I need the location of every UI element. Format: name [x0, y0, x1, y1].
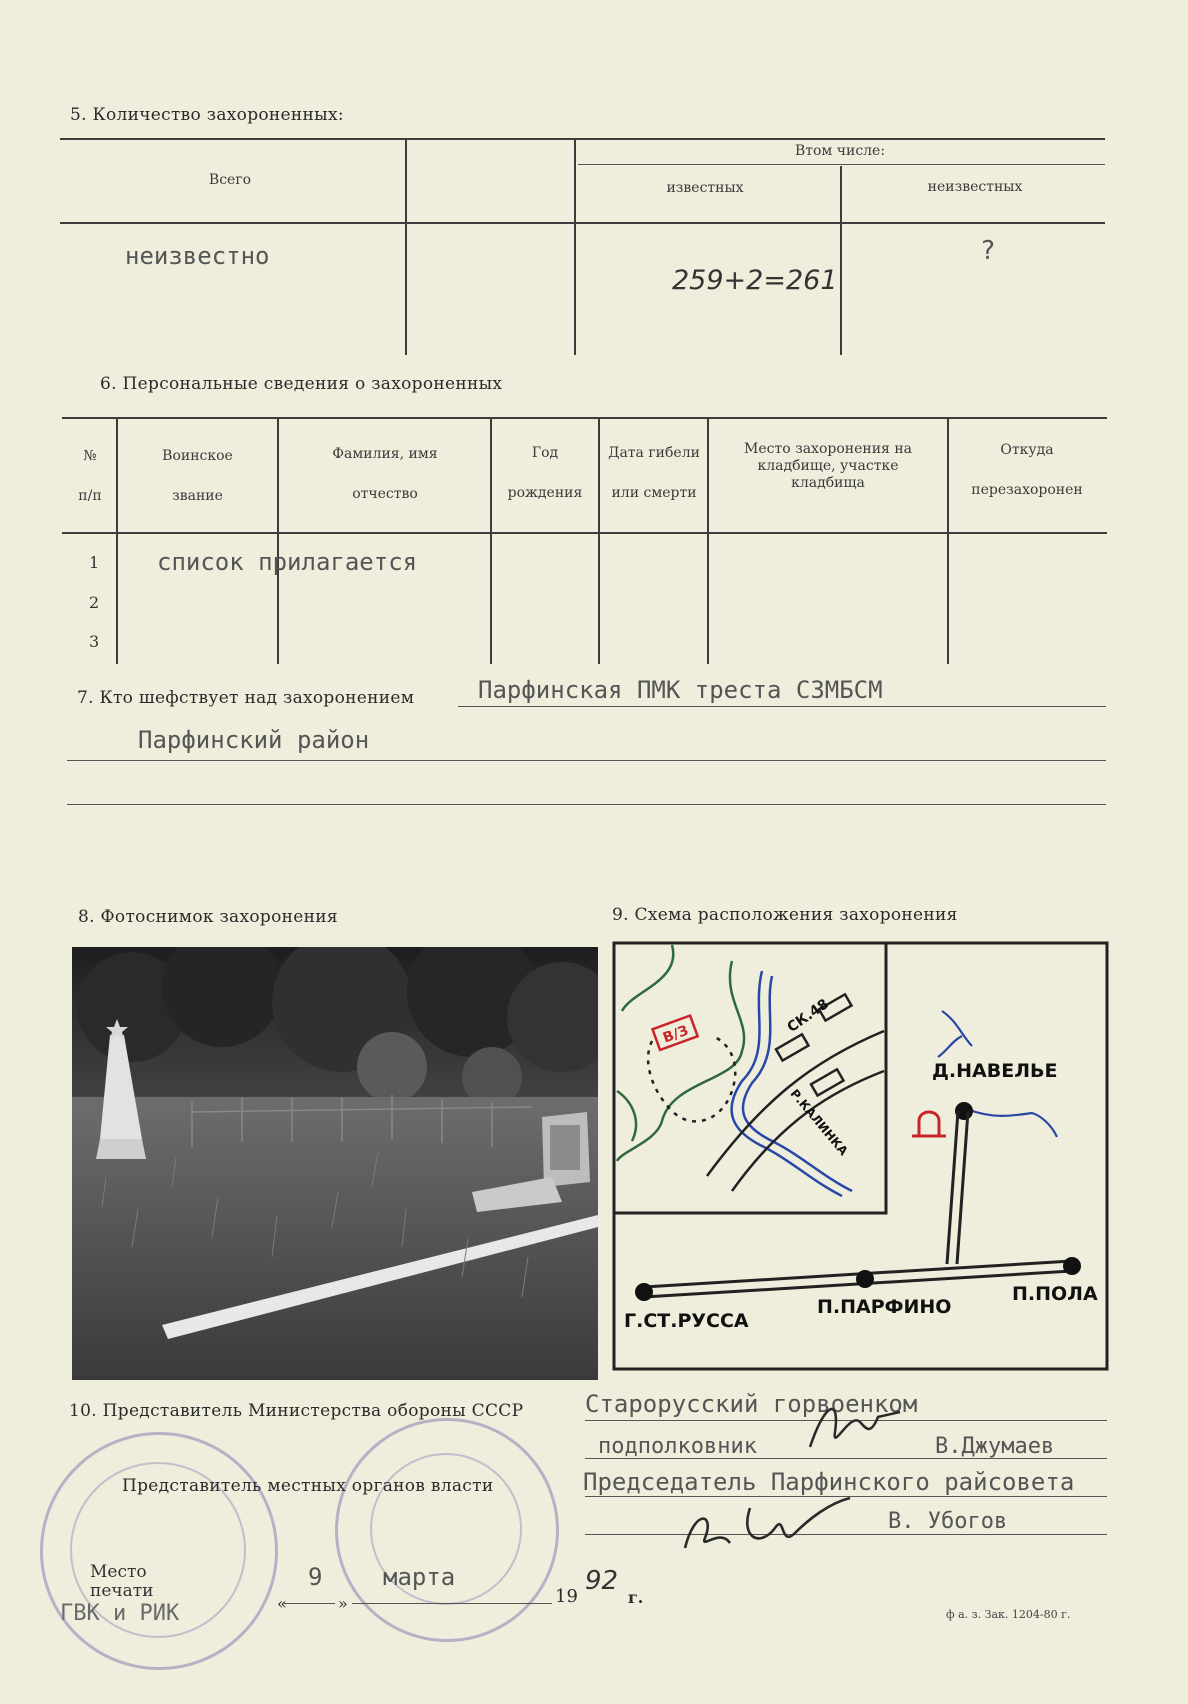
- date-open-quote: «: [277, 1594, 287, 1613]
- hdr-birth: Год рождения: [507, 445, 583, 501]
- mo-rank: подполковник: [598, 1434, 757, 1459]
- col-known-header: известных: [666, 180, 744, 196]
- mo-signature: [800, 1392, 910, 1462]
- stamp-place-org: ГВК и РИК: [60, 1601, 180, 1626]
- map-burial-tag: В/З: [660, 1022, 691, 1047]
- known-value: 259+2=261: [672, 265, 838, 296]
- map-city3-label: П.ПОЛА: [1012, 1283, 1098, 1305]
- col-unknown-header: неизвестных: [927, 179, 1023, 195]
- hdr-from: Откуда перезахоронен: [971, 442, 1083, 498]
- date-year: 92: [585, 1566, 619, 1596]
- map-city1-label: Г.СТ.РУССА: [624, 1310, 749, 1332]
- row-number: 2: [89, 593, 100, 612]
- patron-underline-3: [67, 804, 1106, 805]
- hdr-num: № п/п: [78, 448, 102, 504]
- map-city2-label: П.ПАРФИНО: [817, 1296, 952, 1318]
- hdr-name: Фамилия, имя отчество: [332, 446, 438, 502]
- section-5-title: 5. Количество захороненных:: [70, 105, 344, 125]
- col-including-header: Втом числе:: [794, 143, 886, 159]
- table5-divider: [574, 140, 576, 355]
- hdr-rank: Воинское звание: [162, 448, 233, 504]
- table5-top-border: [60, 138, 1105, 140]
- table5-divider: [405, 140, 407, 355]
- hdr-place: Место захоронения на кладбище, участке кладбища: [743, 441, 913, 491]
- hdr-death: Дата гибели или смерти: [608, 445, 700, 501]
- map-village-label: Д.НАВЕЛЬЕ: [932, 1060, 1058, 1082]
- date-month-underline: [352, 1603, 552, 1604]
- section-9-title: 9. Схема расположения захоронения: [612, 905, 958, 925]
- date-suffix: г.: [628, 1588, 644, 1607]
- mo-name: В.Джумаев: [935, 1434, 1055, 1459]
- table6-top-border: [62, 417, 1107, 419]
- col-total-header: Всего: [208, 172, 252, 188]
- section-6-title: 6. Персональные сведения о захороненных: [100, 374, 503, 394]
- date-day-underline: [283, 1603, 335, 1604]
- table5-header-bottom: [60, 222, 1105, 224]
- row-number: 1: [89, 553, 100, 572]
- table6-divider: [947, 419, 949, 664]
- date-close-quote: »: [338, 1594, 348, 1613]
- location-map: [612, 941, 1109, 1371]
- patron-line-2: Парфинский район: [138, 726, 370, 754]
- map-sk-label: СК.48: [784, 996, 832, 1036]
- map-river-label: Р.КАЛИНКА: [787, 1086, 851, 1159]
- table6-divider: [490, 419, 492, 664]
- table5-divider: [840, 166, 842, 355]
- patron-line-1: Парфинская ПМК треста СЗМБСМ: [478, 676, 883, 704]
- stamp-place-label: Место печати: [90, 1562, 154, 1601]
- date-day: 9: [308, 1563, 323, 1591]
- local-organization: Председатель Парфинского райсовета: [583, 1468, 1075, 1496]
- total-value: неизвестно: [125, 242, 270, 270]
- section-7-title: 7. Кто шефствует над захоронением: [77, 688, 415, 708]
- mo-organization: Старорусский горвоенком: [585, 1390, 918, 1418]
- table6-divider: [116, 419, 118, 664]
- patron-underline-1: [458, 706, 1106, 707]
- row-number: 3: [89, 632, 100, 651]
- date-month: марта: [383, 1563, 456, 1591]
- section-10-title: 10. Представитель Министерства обороны СССР: [69, 1401, 524, 1421]
- patron-underline-2: [67, 760, 1106, 761]
- table6-divider: [277, 419, 279, 664]
- table5-subheader-line: [578, 164, 1105, 165]
- section-8-title: 8. Фотоснимок захоронения: [78, 907, 338, 927]
- date-century: 19: [555, 1586, 578, 1607]
- local-signature: [680, 1488, 860, 1558]
- local-authority-title: Представитель местных органов власти: [122, 1476, 494, 1496]
- unknown-value: ?: [980, 236, 996, 266]
- list-note: список прилагается: [157, 548, 418, 576]
- burial-photo: [72, 947, 598, 1380]
- table6-header-bottom: [62, 532, 1107, 534]
- local-name: В. Убогов: [888, 1509, 1008, 1534]
- print-note: ф а. з. Зак. 1204-80 г.: [946, 1608, 1071, 1621]
